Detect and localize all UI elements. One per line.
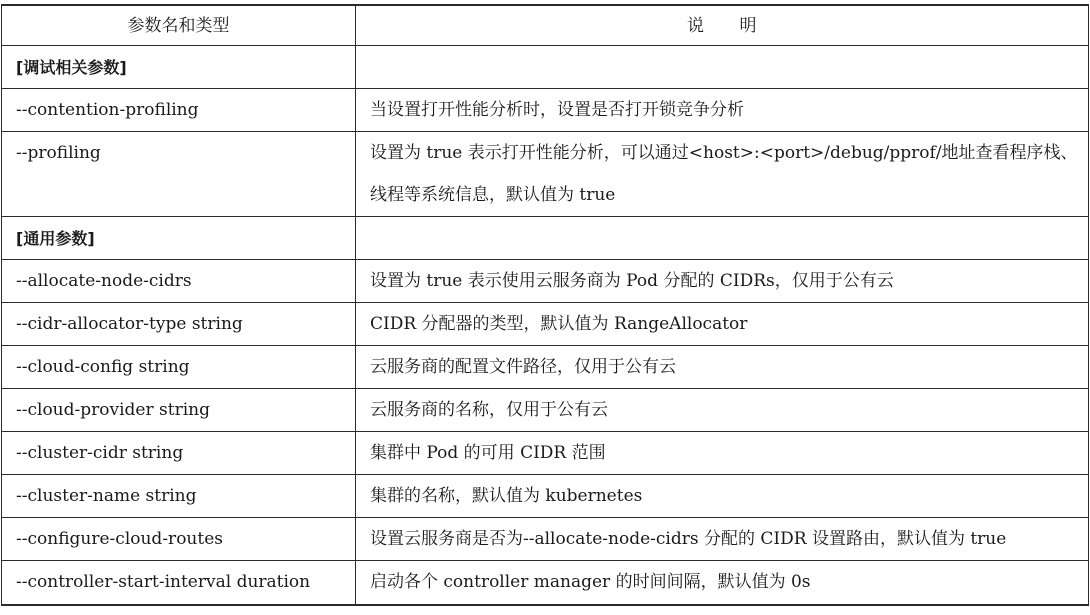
param-description: 设置为 true 表示打开性能分析，可以通过<host>:<port>/debug/pprof/地址查看程序栈、线程等系统信息，默认值为 true bbox=[356, 132, 1089, 217]
param-name: --cloud-provider string bbox=[2, 389, 356, 432]
param-name: --contention-profiling bbox=[2, 89, 356, 132]
header-param-name: 参数名和类型 bbox=[2, 5, 356, 46]
header-description: 说 明 bbox=[356, 5, 1089, 46]
table-row bbox=[2, 346, 1089, 389]
param-description: 云服务商的配置文件路径，仅用于公有云 bbox=[356, 346, 1089, 389]
param-description: 启动各个 controller manager 的时间间隔，默认值为 0s bbox=[356, 561, 1089, 605]
table-row bbox=[2, 89, 1089, 132]
param-description: 当设置打开性能分析时，设置是否打开锁竞争分析 bbox=[356, 89, 1089, 132]
param-name: --allocate-node-cidrs bbox=[2, 260, 356, 303]
param-name: --cidr-allocator-type string bbox=[2, 303, 356, 346]
section-row-debug bbox=[2, 46, 1089, 89]
table-row bbox=[2, 432, 1089, 475]
param-name: --profiling bbox=[2, 132, 356, 217]
param-description: 集群的名称，默认值为 kubernetes bbox=[356, 475, 1089, 518]
section-row-general bbox=[2, 217, 1089, 260]
param-description: CIDR 分配器的类型，默认值为 RangeAllocator bbox=[356, 303, 1089, 346]
table-row bbox=[2, 561, 1089, 605]
param-name: --cloud-config string bbox=[2, 346, 356, 389]
table-header-row bbox=[2, 5, 1089, 46]
section-desc bbox=[356, 46, 1089, 89]
table-row bbox=[2, 303, 1089, 346]
table-row bbox=[2, 260, 1089, 303]
param-description: 设置为 true 表示使用云服务商为 Pod 分配的 CIDRs，仅用于公有云 bbox=[356, 260, 1089, 303]
param-name: --configure-cloud-routes bbox=[2, 518, 356, 561]
param-name: --cluster-cidr string bbox=[2, 432, 356, 475]
table-row bbox=[2, 132, 1089, 217]
table-row bbox=[2, 518, 1089, 561]
section-title: [调试相关参数] bbox=[2, 46, 356, 89]
param-description: 集群中 Pod 的可用 CIDR 范围 bbox=[356, 432, 1089, 475]
param-name: --controller-start-interval duration bbox=[2, 561, 356, 605]
section-desc bbox=[356, 217, 1089, 260]
section-title: [通用参数] bbox=[2, 217, 356, 260]
table-row bbox=[2, 389, 1089, 432]
parameter-table bbox=[1, 4, 1089, 606]
param-name: --cluster-name string bbox=[2, 475, 356, 518]
param-description: 云服务商的名称，仅用于公有云 bbox=[356, 389, 1089, 432]
param-description: 设置云服务商是否为--allocate-node-cidrs 分配的 CIDR 设置路由，默认值为 true bbox=[356, 518, 1089, 561]
table-row bbox=[2, 475, 1089, 518]
